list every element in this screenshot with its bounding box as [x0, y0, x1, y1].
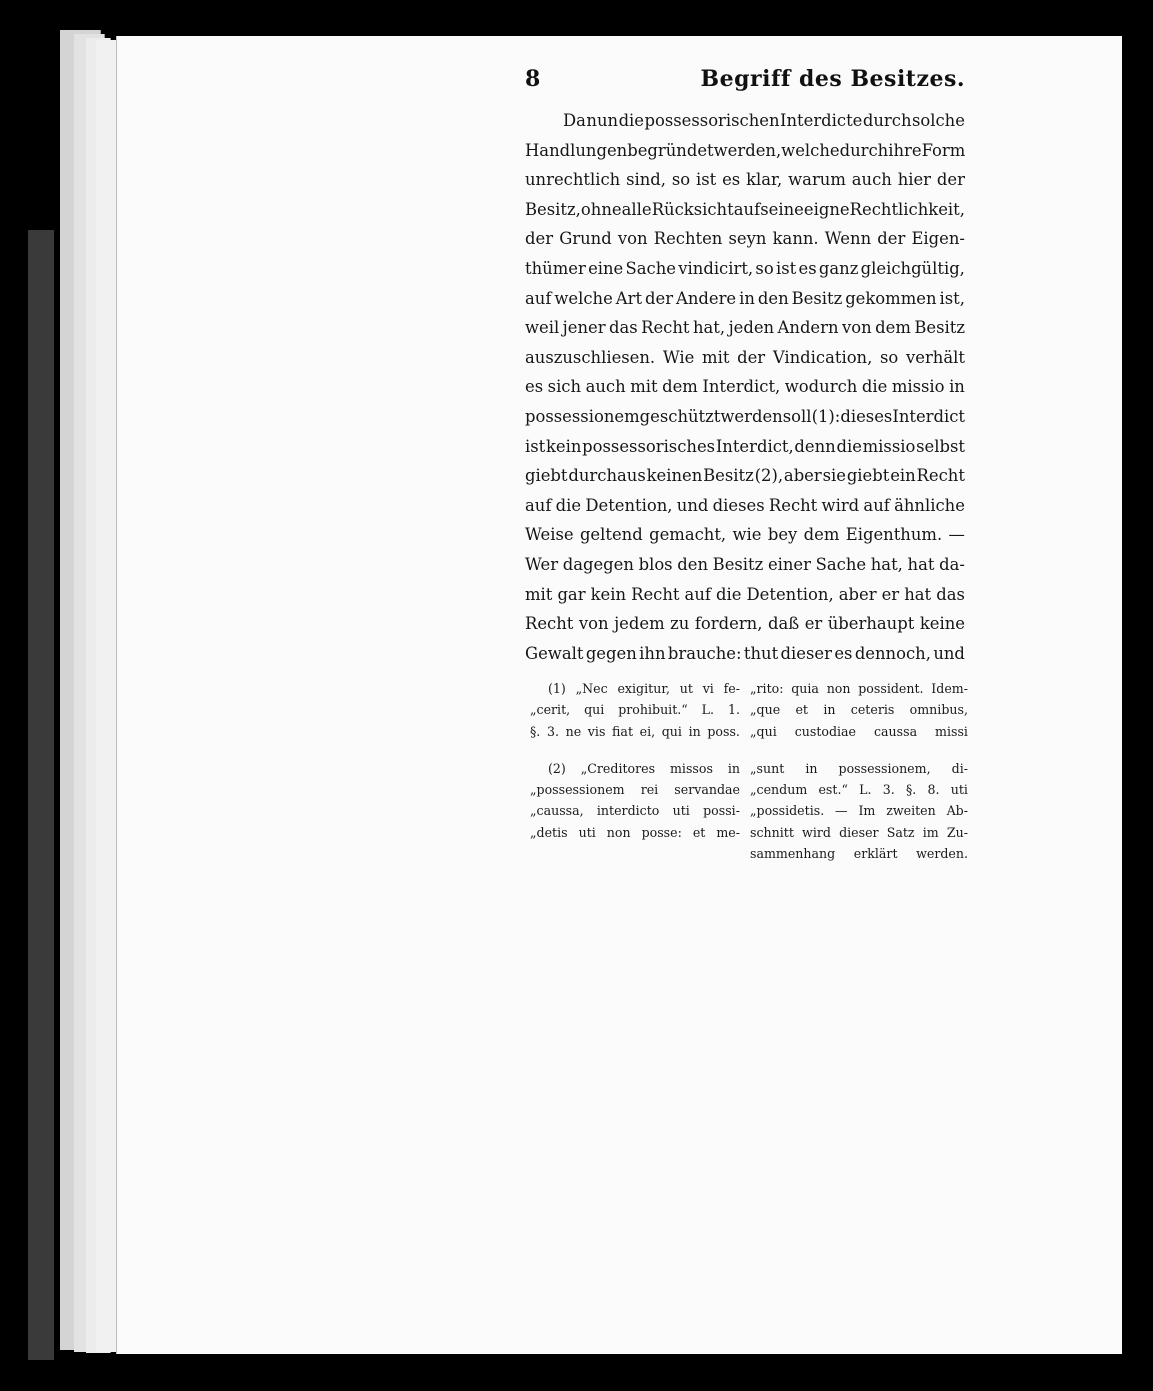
footnote-line: „possessionem rei servandae — [530, 782, 740, 798]
footnote-line: (1) „Nec exigitur, ut vi fe- — [548, 681, 740, 696]
footnote-line: „detis uti non posse: et me- — [530, 824, 740, 840]
footnote-gap — [750, 742, 968, 758]
book-spine-shadow — [28, 230, 54, 1360]
footnote-line: §. 3. ne vis fiat ei, qui in poss. — [530, 723, 740, 739]
page-number: 8 — [525, 66, 541, 92]
text-line: giebt durchaus keinen Besitz (2), aber sie giebt ein Recht — [525, 466, 965, 486]
text-line: Besitz, ohne alle Rücksicht auf seine eigne Rechtlichkeit, — [525, 199, 965, 219]
text-line: auszuschliesen. Wie mit der Vindication, so verhält — [525, 347, 965, 367]
footnote-line: „que et in ceteris omnibus, — [750, 702, 968, 718]
text-line: Handlungen begründet werden, welche durch ihre Form — [525, 140, 966, 160]
body-text — [525, 106, 965, 668]
footnotes-left-column — [530, 678, 740, 843]
text-line: ist kein possessorisches Interdict, denn die missio selbst — [525, 436, 965, 456]
footnote-line: „caussa, interdicto uti possi- — [530, 803, 740, 819]
footnote-line: „cendum est.“ L. 3. §. 8. uti — [750, 782, 968, 798]
page-header — [525, 66, 965, 100]
text-line: Recht von jedem zu fordern, daß er überhaupt keine — [525, 614, 965, 634]
running-title: Begriff des Besitzes. — [700, 66, 965, 92]
footnote-line: „possidetis. — Im zweiten Ab- — [750, 803, 968, 819]
text-line: Weise geltend gemacht, wie bey dem Eigenthum. — — [525, 525, 965, 545]
footnote-line: „sunt in possessionem, di- — [750, 760, 968, 776]
footnotes-right-column — [750, 678, 968, 864]
footnote-line: (2) „Creditores missos in — [548, 760, 740, 776]
text-line: possessionem geschützt werden soll (1): dieses Interdict — [525, 406, 965, 426]
text-line: unrechtlich sind, so ist es klar, warum auch hier der — [525, 170, 965, 190]
text-line: Da nun die possessorischen Interdicte durch solche — [563, 111, 965, 130]
text-line: Gewalt gegen ihn brauche: thut dieser es dennoch, und — [525, 643, 965, 663]
text-line: thümer eine Sache vindicirt, so ist es ganz gleichgültig, — [525, 258, 965, 278]
text-line: weil jener das Recht hat, jeden Andern von dem Besitz — [525, 318, 965, 338]
text-line: es sich auch mit dem Interdict, wodurch die missio in — [525, 377, 965, 397]
footnote-gap — [530, 742, 740, 758]
footnote-line: sammenhang erklärt werden. — [750, 846, 968, 862]
text-line: mit gar kein Recht auf die Detention, aber er hat das — [525, 584, 965, 604]
text-line: der Grund von Rechten seyn kann. Wenn der Eigen- — [525, 229, 965, 249]
footnote-line: „rito: quia non possident. Idem- — [750, 681, 968, 696]
text-line: auf die Detention, und dieses Recht wird auf ähnliche — [525, 495, 965, 515]
footnote-line: „qui custodiae caussa missi — [750, 723, 968, 739]
text-line: Wer dagegen blos den Besitz einer Sache hat, hat da- — [525, 554, 965, 574]
footnote-line: „cerit, qui prohibuit.“ L. 1. — [530, 702, 740, 718]
footnote-line: schnitt wird dieser Satz im Zu- — [750, 824, 968, 840]
text-line: auf welche Art der Andere in den Besitz gekommen ist, — [525, 288, 965, 308]
